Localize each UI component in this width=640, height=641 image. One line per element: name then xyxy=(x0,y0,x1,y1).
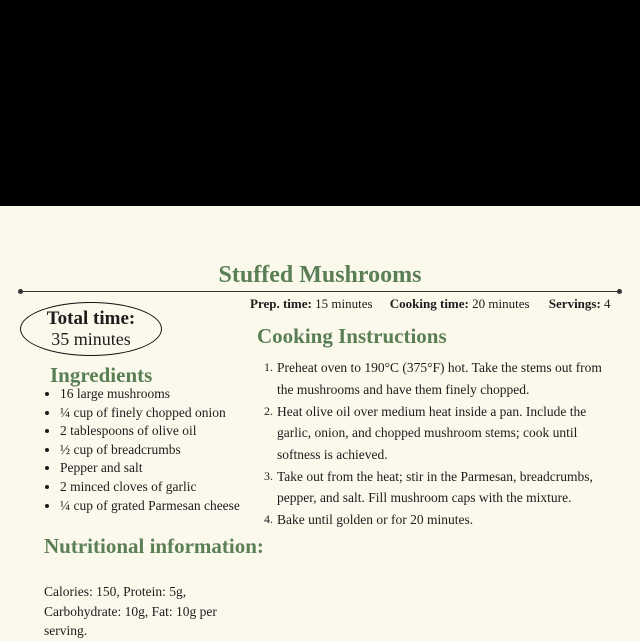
ingredient-item: • ¼ cup of grated Parmesan cheese xyxy=(60,497,270,516)
instruction-step xyxy=(264,466,607,509)
total-time-label: Total time: xyxy=(46,308,136,329)
cook-value: 20 minutes xyxy=(472,296,530,311)
ingredient-item: • 2 tablespoons of olive oil xyxy=(60,422,270,441)
top-black-band xyxy=(0,0,640,206)
ingredient-item: • 16 large mushrooms xyxy=(60,385,270,404)
ingredients-list xyxy=(44,385,270,515)
total-time-value: 35 minutes xyxy=(51,329,131,349)
recipe-meta xyxy=(250,296,620,312)
nutrition-heading: Nutritional information: xyxy=(44,534,264,558)
prep-label: Prep. time: xyxy=(250,296,312,311)
instructions-list xyxy=(264,357,607,531)
step-text: Preheat oven to 190°C (375°F) hot. Take the stems out from the mushrooms and have them finely chopped. xyxy=(277,360,602,397)
servings-label: Servings: xyxy=(548,296,601,311)
step-number: 4. xyxy=(264,512,273,526)
ingredient-item: • Pepper and salt xyxy=(60,459,270,478)
step-text: Heat olive oil over medium heat inside a pan. Include the garlic, onion, and chopped mushroom stems; cook until softness is achieved. xyxy=(277,403,587,462)
divider-line xyxy=(21,291,619,292)
instruction-step xyxy=(264,509,607,531)
instructions-heading: Cooking Instructions xyxy=(257,324,447,348)
instruction-step xyxy=(264,357,607,400)
step-number: 3. xyxy=(264,468,273,483)
instruction-step xyxy=(264,401,607,466)
prep-value: 15 minutes xyxy=(315,296,373,311)
cook-label: Cooking time: xyxy=(389,296,469,311)
divider-dot-right xyxy=(617,289,622,294)
ingredient-item: • ½ cup of breadcrumbs xyxy=(60,441,270,460)
step-text: Take out from the heat; stir in the Parmesan, breadcrumbs, pepper, and salt. Fill mushroom caps with the mixture. xyxy=(277,468,593,505)
title-divider xyxy=(18,289,622,295)
nutrition-text: Calories: 150, Protein: 5g, Carbohydrate: 10g, Fat: 10g per serving. xyxy=(44,584,217,638)
step-text: Bake until golden or for 20 minutes. xyxy=(277,512,474,527)
step-number: 1. xyxy=(264,360,273,374)
ingredients-heading: Ingredients xyxy=(50,363,153,387)
ingredient-item: • 2 minced cloves of garlic xyxy=(60,478,270,497)
ingredient-item: • ¼ cup of finely chopped onion xyxy=(60,404,270,423)
total-time-oval xyxy=(20,302,162,356)
step-number: 2. xyxy=(264,403,273,418)
servings-value: 4 xyxy=(604,296,611,311)
recipe-title: Stuffed Mushrooms xyxy=(218,262,422,288)
